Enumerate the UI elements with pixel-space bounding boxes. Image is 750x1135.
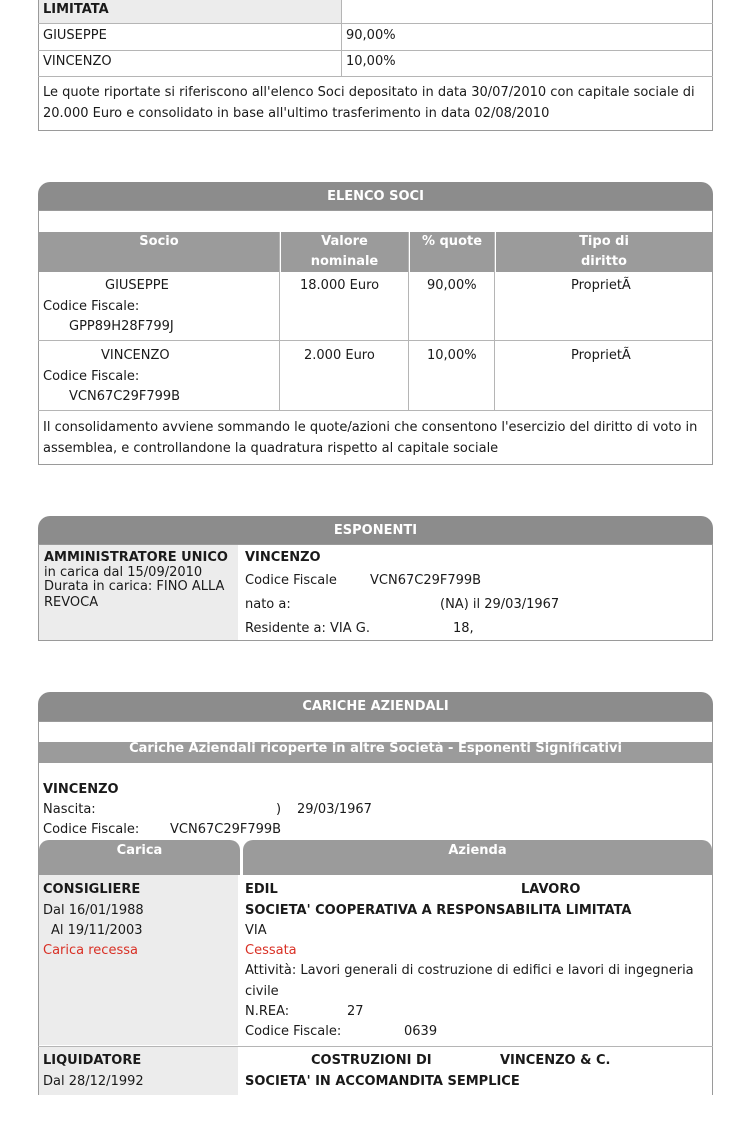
nascita-date: 29/03/1967 bbox=[297, 802, 372, 817]
cf-label: Codice Fiscale: bbox=[43, 299, 140, 314]
cf-value: VCN67C29F799B bbox=[170, 822, 282, 837]
azienda-name-cont: LAVORO bbox=[521, 882, 581, 897]
durata: Durata in carica: FINO ALLA REVOCA bbox=[44, 579, 225, 610]
nato-value: (NA) il 29/03/1967 bbox=[440, 597, 560, 612]
cf-value: 0639 bbox=[404, 1024, 438, 1039]
cf-value: VCN67C29F799B bbox=[69, 389, 181, 404]
cf-value: VCN67C29F799B bbox=[370, 573, 482, 588]
role-title: AMMINISTRATORE UNICO bbox=[44, 550, 228, 565]
nrea-value: 27 bbox=[347, 1004, 364, 1019]
in-carica: in carica dal 15/09/2010 bbox=[44, 565, 203, 580]
person-name: VINCENZO bbox=[245, 550, 321, 565]
consolidamento-note: Il consolidamento avviene sommando le quote/azioni che consentono l'esercizio del diritto di voto in assemblea, e controllandone la quadratura rispetto al capitale sociale bbox=[43, 420, 698, 456]
col-valore: Valore nominale bbox=[281, 232, 408, 272]
col-tipo: Tipo di diritto bbox=[496, 232, 712, 272]
azienda-status: Cessata bbox=[245, 943, 297, 958]
azienda-type: SOCIETA' COOPERATIVA A RESPONSABILITA LIMITATA bbox=[245, 903, 632, 918]
nato-label: nato a: bbox=[245, 597, 291, 612]
nrea-label: N.REA: bbox=[245, 1004, 290, 1019]
socio-name: VINCENZO bbox=[101, 348, 170, 363]
col-socio: Socio bbox=[39, 232, 279, 272]
quote-value: 90,00% bbox=[427, 278, 477, 293]
azienda-attivita: Attività: Lavori generali di costruzione di edifici e lavori di ingegneria civile bbox=[245, 963, 694, 999]
section-title: ELENCO SOCI bbox=[38, 182, 713, 211]
section-title: CARICHE AZIENDALI bbox=[38, 692, 713, 721]
nascita-paren: ) bbox=[276, 802, 282, 817]
cf-label: Codice Fiscale: bbox=[43, 822, 140, 837]
socio-name: GIUSEPPE bbox=[105, 278, 169, 293]
person-name: VINCENZO bbox=[43, 782, 119, 797]
tipo-value: ProprietÃ bbox=[571, 348, 631, 363]
holder-name: GIUSEPPE bbox=[43, 28, 107, 43]
limitata-label: LIMITATA bbox=[43, 2, 109, 17]
valore-value: 18.000 Euro bbox=[300, 278, 380, 293]
holder-percent: 90,00% bbox=[346, 28, 396, 43]
col-azienda: Azienda bbox=[243, 840, 712, 875]
holder-percent: 10,00% bbox=[346, 54, 396, 69]
carica-dal: Dal 16/01/1988 bbox=[43, 903, 144, 918]
holder-name: VINCENZO bbox=[43, 54, 112, 69]
col-carica: Carica bbox=[39, 840, 240, 875]
azienda-name-cont: VINCENZO & C. bbox=[500, 1053, 611, 1068]
nascita-label: Nascita: bbox=[43, 802, 96, 817]
cf-label: Codice Fiscale bbox=[245, 573, 337, 588]
azienda-via: VIA bbox=[245, 923, 267, 938]
carica-status: Carica recessa bbox=[43, 943, 138, 958]
azienda-type: SOCIETA' IN ACCOMANDITA SEMPLICE bbox=[245, 1074, 520, 1089]
section-title: ESPONENTI bbox=[38, 516, 713, 545]
tipo-value: ProprietÃ bbox=[571, 278, 631, 293]
col-quote: % quote bbox=[410, 232, 494, 272]
cf-label: Codice Fiscale: bbox=[245, 1024, 342, 1039]
residente-label: Residente a: VIA G. bbox=[245, 621, 370, 636]
quote-note: Le quote riportate si riferiscono all'elenco Soci depositato in data 30/07/2010 con capitale sociale di 20.000 Euro e consolidato in base all'ultimo trasferimento in data 02/08/2010 bbox=[43, 85, 695, 121]
cf-label: Codice Fiscale: bbox=[43, 369, 140, 384]
azienda-name: EDIL bbox=[245, 882, 278, 897]
carica-dal: Dal 28/12/1992 bbox=[43, 1074, 144, 1089]
quote-value: 10,00% bbox=[427, 348, 477, 363]
carica-role: CONSIGLIERE bbox=[43, 882, 141, 897]
azienda-name: COSTRUZIONI DI bbox=[311, 1053, 432, 1068]
carica-al: Al 19/11/2003 bbox=[51, 923, 143, 938]
cf-value: GPP89H28F799J bbox=[69, 319, 174, 334]
valore-value: 2.000 Euro bbox=[304, 348, 375, 363]
carica-role: LIQUIDATORE bbox=[43, 1053, 142, 1068]
cariche-subtitle: Cariche Aziendali ricoperte in altre Società - Esponenti Significativi bbox=[39, 742, 712, 763]
residente-number: 18, bbox=[453, 621, 474, 636]
